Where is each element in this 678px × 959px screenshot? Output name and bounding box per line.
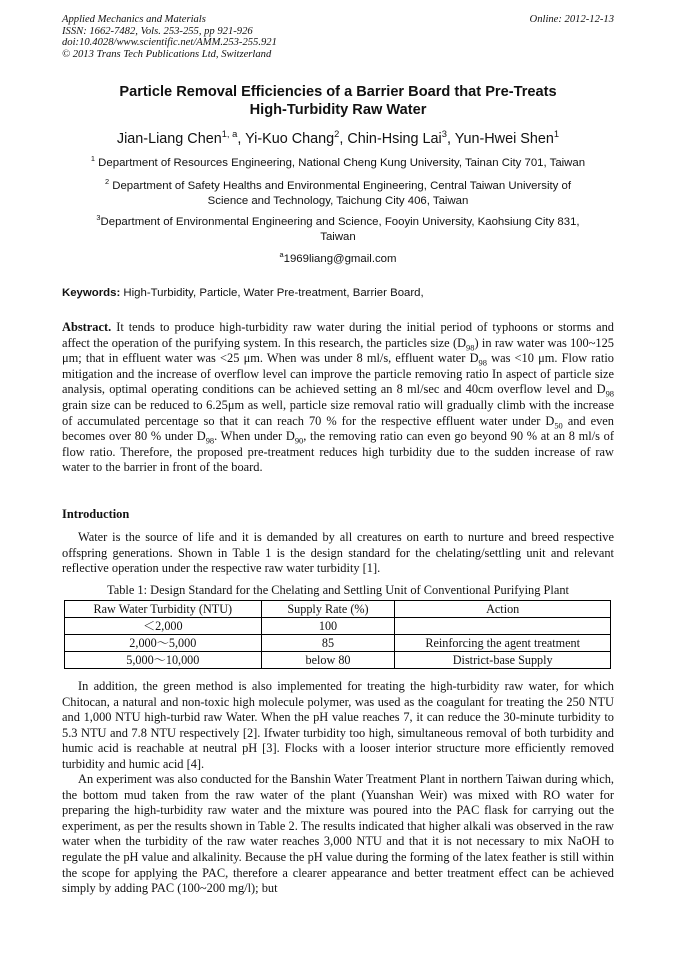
paper-title (62, 83, 614, 119)
author-affiliation-mark: 1, a (221, 129, 238, 140)
author-name: Jian-Liang Chen (116, 131, 222, 147)
affiliation-3 (62, 215, 614, 244)
copyright-line: © 2013 Trans Tech Publications Ltd, Switzerland (62, 48, 272, 60)
keywords-line (62, 286, 614, 300)
table-cell: below 80 (261, 652, 395, 669)
subscript: 98 (205, 435, 215, 446)
author-name: Chin-Hsing Lai (347, 131, 442, 147)
title-line-1: Particle Removal Efficiencies of a Barrier Board that Pre-Treats (119, 84, 557, 100)
abstract-text: ) in raw water was 100~125 μm; that in effluent water was <25 μm. When was under 8 ml/s, effluent water D (62, 335, 614, 366)
intro-paragraph-2: In addition, the green method is also implemented for treating the high-turbidity raw water, for which Chitocan, a natural and non-toxic high molecule polymer, was used as the coagulant for treating the 250 NTU and 1,000 NTU high-turbid raw Water. When the pH value reaches 7, it can reduce the 30-minute turbidity to 5.3 NTU and 7.8 NTU respectively [2]. Ifwater turbidity too high, simultaneous removal of both turbidity and humic acid is reachable at neutral pH [3]. Flocks with a looser interior structure more efficiently removed turbidity and humic acid [4]. (62, 679, 614, 771)
table-1-caption: Table 1: Design Standard for the Chelating and Settling Unit of Conventional Purifying Plant (107, 583, 569, 597)
table-header-cell: Action (395, 601, 611, 618)
table-row (65, 635, 611, 652)
affiliation-1 (62, 156, 614, 171)
abstract-paragraph (62, 320, 614, 476)
affiliation-text-line-2: Taiwan (320, 230, 356, 243)
affiliation-text: Department of Environmental Engineering and Science, Fooyin University, Kaohsiung City 831, (100, 216, 580, 228)
subscript: 98 (478, 357, 487, 368)
affiliation-mark: 2 (104, 177, 110, 187)
table-1 (64, 600, 611, 669)
subscript: 90 (294, 435, 304, 446)
online-date: Online: 2012-12-13 (529, 14, 614, 25)
subscript: 98 (605, 388, 614, 399)
publication-header (62, 14, 614, 60)
author-affiliation-mark: 2 (334, 129, 340, 140)
author-list (62, 131, 614, 148)
intro-paragraph-1: Water is the source of life and it is demanded by all creatures on earth to nurture and breed respective offspring generations. Shown in Table 1 is the design standard for the chelating/settling unit and relevant reflective operation under the respective raw water turbidity [1]. (62, 530, 614, 576)
abstract-text: and even becomes over 80 % under D (62, 413, 614, 444)
author-name: Yi-Kuo Chang (245, 131, 335, 147)
email-mark: a (279, 250, 284, 260)
table-cell: Reinforcing the agent treatment (395, 635, 611, 652)
table-cell: District-base Supply (395, 652, 611, 669)
subscript: 98 (466, 342, 475, 353)
email-address: 1969liang@gmail.com (283, 253, 397, 265)
keywords-text: High-Turbidity, Particle, Water Pre-treatment, Barrier Board, (120, 287, 424, 299)
subscript: 50 (554, 420, 563, 431)
table-cell: ＜2,000 (65, 618, 262, 635)
abstract-text: , the removing ratio can even go beyond 90 % at an 8 ml/s of flow ratio. Therefore, the proposed pre-treatment reduces high turbidity due to the sudden increase of raw water to the barrier in front of the board. (62, 429, 614, 475)
affiliation-text: Department of Resources Engineering, National Cheng Kung University, Tainan City 701, Taiwan (95, 157, 586, 169)
author-separator: , (339, 131, 348, 147)
table-row (65, 652, 611, 669)
affiliation-text-line-2: Science and Technology, Taichung City 406, Taiwan (207, 194, 469, 207)
keywords-label: Keywords: (62, 287, 121, 299)
table-row (65, 618, 611, 635)
table-cell: 100 (261, 618, 395, 635)
title-line-2: High-Turbidity Raw Water (249, 102, 427, 118)
section-heading-introduction: Introduction (62, 507, 130, 521)
doi-line: doi:10.4028/www.scientific.net/AMM.253-255.921 (62, 37, 277, 49)
table-header-cell: Supply Rate (%) (261, 601, 395, 618)
table-cell: 85 (261, 635, 395, 652)
author-affiliation-mark: 1 (553, 129, 560, 140)
affiliation-text: Department of Safety Healths and Environmental Engineering, Central Taiwan University of (109, 180, 572, 192)
table-cell (395, 618, 611, 635)
author-name: Yun-Hwei Shen (454, 131, 554, 147)
author-separator: , (237, 131, 246, 147)
table-header-row (65, 601, 611, 618)
table-cell: 2,000～5,000 (65, 635, 262, 652)
intro-paragraph-3: An experiment was also conducted for the Banshin Water Treatment Plant in northern Taiwan during which, the bottom mud taken from the raw water of the plant (Yuanshan Weir) was mixed with RO water for preparing the high-turbidity raw water and the mixture was poured into the PAC flask for carrying out the experiment, as per the results shown in Table 2. The results indicated that higher alkali was observed in the raw water when the turbidity of the raw water reaches 3,000 NTU and that it is not necessary to mix NaOH to regulate the pH value and alkalinity. Because the pH value during the forming of the latex feather is still within the scope for applying the PAC, therefore a clearer appearance and better treatment effect can be achieved simply by adding PAC (100~200 mg/l); but (62, 772, 614, 896)
affiliation-2 (62, 179, 614, 208)
table-cell: 5,000～10,000 (65, 652, 262, 669)
abstract-text: . When under D (214, 429, 295, 444)
abstract-text: was <10 μm. Flow ratio mitigation and the increase of overflow level can improve the particle removing ratio In aspect of particle size analysis, optimal operating conditions can be achieved setting an 8 ml/sec and 40cm overflow level and D (62, 351, 614, 397)
table-header-cell: Raw Water Turbidity (NTU) (65, 601, 262, 618)
abstract-text: grain size can be reduced to 6.25μm as well, particle size removal ratio will gradually climb with the increase of accumulated percentage so that it can reach 70 % for the respective effluent water under D (62, 397, 614, 428)
affiliation-mark: 3 (96, 213, 101, 223)
author-affiliation-mark: 3 (441, 129, 447, 140)
corresponding-email (62, 252, 614, 267)
issn-line: ISSN: 1662-7482, Vols. 253-255, pp 921-926 (62, 25, 253, 37)
abstract-text: It tends to produce high-turbidity raw water during the initial period of typhoons or storms and affect the operation of the purifying system. In this research, the particles size (D (62, 320, 614, 350)
affiliation-mark: 1 (90, 154, 96, 164)
abstract-label: Abstract. (62, 320, 112, 334)
author-separator: , (446, 131, 455, 147)
journal-name: Applied Mechanics and Materials (62, 14, 206, 25)
